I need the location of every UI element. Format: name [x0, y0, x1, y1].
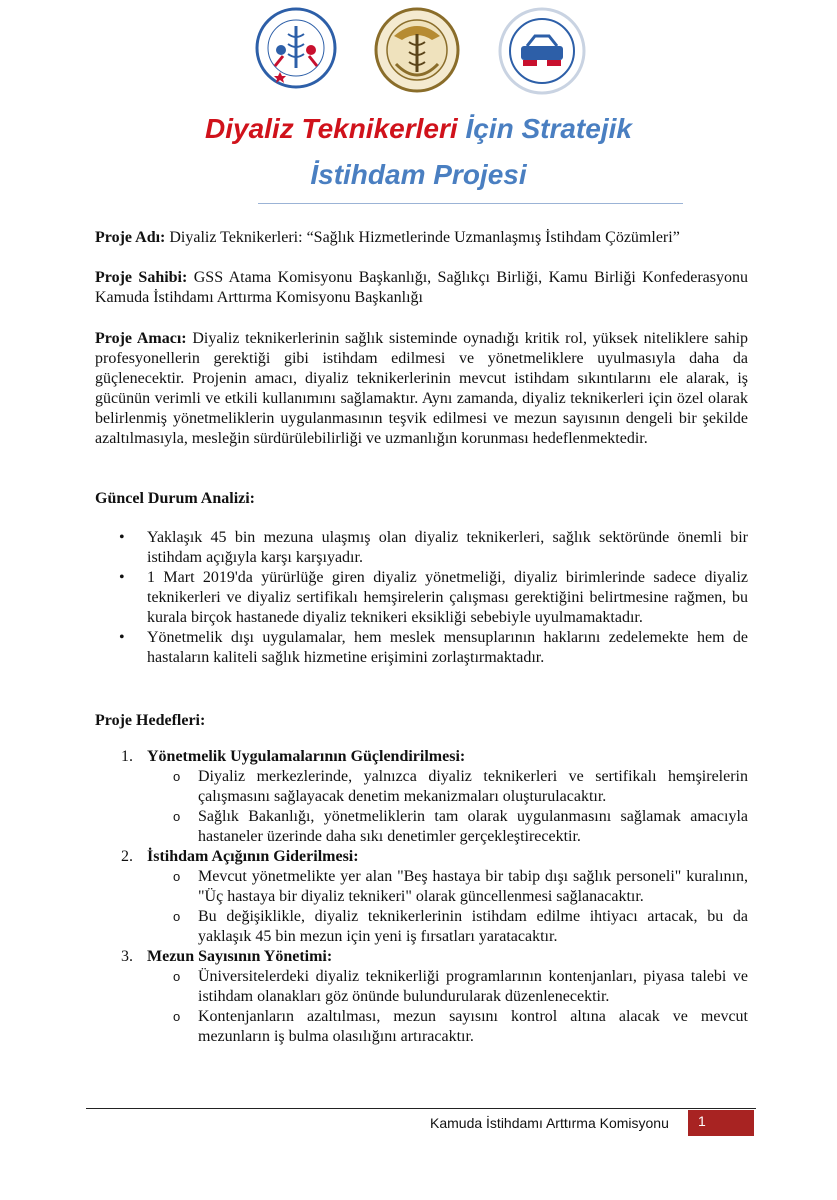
circle-bullet-icon: o: [173, 769, 181, 784]
proje-adi-text: Diyaliz Teknikerleri: “Sağlık Hizmetlerinde Uzmanlaşmış İstihdam Çözümleri”: [169, 229, 680, 246]
circle-bullet-icon: o: [173, 909, 181, 924]
guncel-durum-heading: Güncel Durum Analizi:: [95, 490, 256, 507]
sub-item-text: Üniversitelerdeki diyaliz teknikerliği programlarının kontenjanları, piyasa talebi ve istihdam olanakları göz önünde bulundurularak düzenlenecektir.: [198, 968, 748, 1005]
list-item-text: 1 Mart 2019'da yürürlüğe giren diyaliz yönetmeliği, diyaliz birimlerinde sadece diyaliz teknikerleri ve diyaliz sertifikalı hemşirelerin çalışması gerektiğini belirtmesine rağmen, bu kurala birçok hastanede diyaliz teknikeri eksikliği sebebiyle uyulmamaktadır.: [147, 569, 748, 626]
bullet-icon: •: [119, 569, 125, 586]
bullet-icon: •: [119, 629, 125, 646]
proje-hedefleri-heading: Proje Hedefleri:: [95, 712, 206, 729]
goal-number: 2.: [121, 848, 133, 865]
title-line-1: [0, 106, 837, 152]
sub-item-text: Kontenjanların azaltılması, mezun sayısını kontrol altına alacak ve mevcut mezunların iş bulma olasılığını artıracaktır.: [198, 1008, 748, 1045]
goal-sub-list: [147, 767, 748, 847]
list-item-text: Yaklaşık 45 bin mezuna ulaşmış olan diyaliz teknikerleri, sağlık sektöründe önemli bir istihdam açığıyla karşı karşıyadır.: [147, 529, 748, 566]
guncel-durum-list: [95, 528, 748, 668]
title-red-text: Diyaliz Teknikerleri: [205, 113, 458, 144]
proje-adi-paragraph: [95, 228, 748, 248]
genc-saglik-sendikasi-logo: [255, 6, 337, 90]
saglikci-birligi-logo: [372, 6, 462, 94]
circle-bullet-icon: o: [173, 969, 181, 984]
sub-list-item: [147, 767, 748, 807]
proje-hedefleri-list: [95, 747, 748, 1047]
proje-sahibi-paragraph: [95, 268, 748, 308]
sub-list-item: [147, 967, 748, 1007]
goal-title: Mezun Sayısının Yönetimi:: [147, 948, 333, 965]
bullet-icon: •: [119, 529, 125, 546]
footer-text: Kamuda İstihdamı Arttırma Komisyonu: [430, 1115, 669, 1131]
circle-bullet-icon: o: [173, 809, 181, 824]
list-item: [95, 628, 748, 668]
proje-amaci-text: Diyaliz teknikerlerinin sağlık sisteminde oynadığı kritik rol, yüksek niteliklere sahip profesyonellerin gerektiği gibi istihdam edilmesi ve yönetmeliklere uyulmasıyla daha da güçlenecektir. Projenin amacı, diyaliz teknikerlerinin mevcut istihdam sıkıntılarını ele alarak, iş gücünün verimli ve etkili kullanımını sağlamaktır. Aynı zamanda, diyaliz teknikerleri için özel olarak belirlenmiş yönetmeliklerin uygulanmasının teşvik edilmesi ve mezun sayısının dengeli bir şekilde azaltılmasıyla, mesleğin sürdürülebilirliği ve uzmanlığın korunması hedeflenmektedir.: [95, 330, 749, 447]
sub-item-text: Diyaliz merkezlerinde, yalnızca diyaliz teknikerleri ve sertifikalı hemşirelerin çalışmasını sağlayacak denetim mekanizmaları oluşturulacaktır.: [198, 768, 748, 805]
title-blue-text: İçin Stratejik: [465, 113, 632, 144]
goal-title: İstihdam Açığının Giderilmesi:: [147, 848, 359, 865]
goal-item: [95, 947, 748, 1047]
goal-title: Yönetmelik Uygulamalarının Güçlendirilmesi:: [147, 748, 466, 765]
logo-row: [0, 6, 837, 96]
kamu-birligi-konfederasyonu-logo: [497, 6, 587, 96]
list-item-text: Yönetmelik dışı uygulamalar, hem meslek mensuplarının haklarını zedelemekte hem de hastaların kaliteli sağlık hizmetine erişimini zorlaştırmaktadır.: [147, 629, 748, 666]
circle-bullet-icon: o: [173, 869, 181, 884]
page-number-box: [688, 1110, 754, 1136]
document-title: [0, 106, 837, 198]
goal-item: [95, 747, 748, 847]
proje-sahibi-label: Proje Sahibi:: [95, 269, 188, 286]
goal-number: 1.: [121, 748, 133, 765]
proje-adi-label: Proje Adı:: [95, 229, 166, 246]
sub-list-item: [147, 907, 748, 947]
circle-bullet-icon: o: [173, 1009, 181, 1024]
list-item: [95, 528, 748, 568]
sub-list-item: [147, 1007, 748, 1047]
proje-sahibi-text: GSS Atama Komisyonu Başkanlığı, Sağlıkçı Birliği, Kamu Birliği Konfederasyonu Kamuda İstihdamı Arttırma Komisyonu Başkanlığı: [95, 269, 748, 306]
proje-amaci-paragraph: [95, 329, 748, 449]
title-line-2: İstihdam Projesi: [310, 159, 527, 190]
sub-list-item: [147, 867, 748, 907]
goal-sub-list: [147, 967, 748, 1047]
goal-item: [95, 847, 748, 947]
sub-item-text: Mevcut yönetmelikte yer alan "Beş hastaya bir tabip dışı sağlık personeli" kuralının, "Üç hastaya bir diyaliz teknikeri" olarak güncellenmesi sağlanacaktır.: [198, 868, 748, 905]
sub-list-item: [147, 807, 748, 847]
sub-item-text: Sağlık Bakanlığı, yönetmeliklerin tam olarak uygulanmasını sağlamak amacıyla hastaneler üzerinde daha sıkı denetimler gerçekleştirecektir.: [198, 808, 748, 845]
goal-number: 3.: [121, 948, 133, 965]
page-number: 1: [698, 1113, 706, 1129]
proje-amaci-label: Proje Amacı:: [95, 330, 187, 347]
title-divider: [258, 203, 683, 204]
goal-sub-list: [147, 867, 748, 947]
footer-divider: [86, 1108, 756, 1109]
sub-item-text: Bu değişiklikle, diyaliz teknikerlerinin istihdam edilme ihtiyacı artacak, bu da yaklaşık 45 bin mezun için yeni iş fırsatları yaratacaktır.: [198, 908, 748, 945]
list-item: [95, 568, 748, 628]
